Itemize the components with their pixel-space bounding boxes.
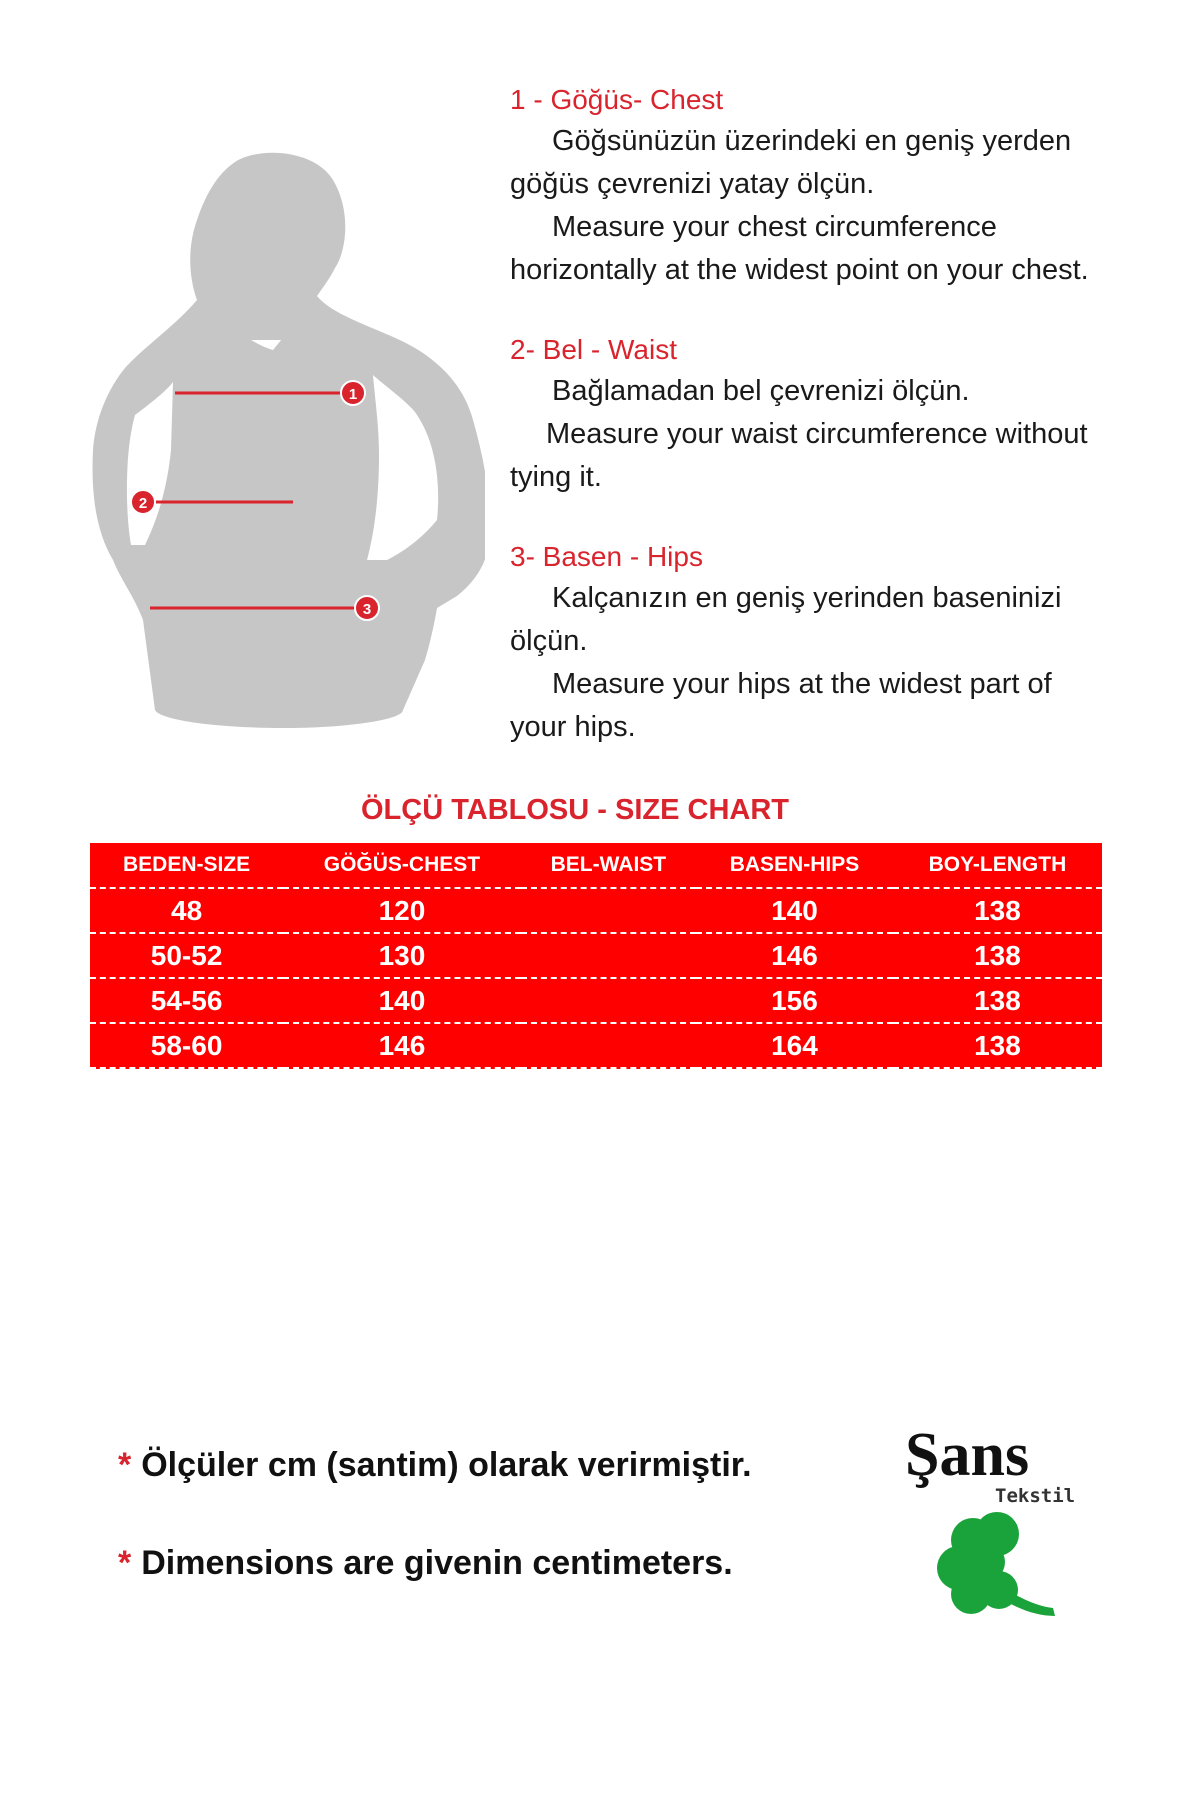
note-english [118,1543,752,1583]
cell-length: 138 [893,978,1102,1023]
marker-1 [341,381,365,405]
chest-title: 1 - Göğüs- Chest [510,84,724,115]
waist-title: 2- Bel - Waist [510,334,677,365]
cell-waist [521,888,696,933]
cell-length: 138 [893,933,1102,978]
waist-en-line-2: tying it. [510,461,602,493]
sans-tekstil-logo [895,1410,1095,1630]
chest-tr-line-1: Göğsünüzün üzerindeki en geniş yerden [552,125,1072,157]
table-row [90,978,1102,1023]
cell-hips: 164 [696,1023,893,1068]
cell-hips: 140 [696,888,893,933]
chest-en-line-1: Measure your chest circumference [552,211,997,243]
asterisk-mark: * [118,1544,132,1582]
cell-waist [521,1023,696,1068]
waist-section [510,330,1170,499]
clover-icon [937,1512,1055,1616]
hips-en-line-1: Measure your hips at the widest part of [552,668,1052,700]
measurement-notes [118,1445,752,1641]
cell-waist [521,978,696,1023]
marker-2 [131,490,155,514]
size-chart-title: ÖLÇÜ TABLOSU - SIZE CHART [361,794,789,826]
hips-en-line-2: your hips. [510,711,636,743]
note-turkish [118,1445,752,1485]
table-row [90,1023,1102,1068]
hips-tr-line-1: Kalçanızın en geniş yerinden baseninizi [552,582,1062,614]
table-row [90,933,1102,978]
measurement-instructions [510,80,1170,787]
note-turkish-text: Ölçüler cm (santim) olarak verirmiştir. [141,1446,752,1484]
cell-chest: 146 [283,1023,520,1068]
logo-graphic [895,1410,1095,1630]
cell-size: 50-52 [90,933,283,978]
cell-length: 138 [893,888,1102,933]
hips-section [510,537,1170,749]
size-chart-header-row [90,843,1102,888]
marker-2-label: 2 [138,495,148,512]
logo-wordmark: Şans [905,1421,1030,1489]
asterisk-mark: * [118,1446,132,1484]
header-hips: BASEN-HIPS [696,843,893,888]
chest-tr-line-2: göğüs çevrenizi yatay ölçün. [510,168,875,200]
cell-length: 138 [893,1023,1102,1068]
cell-size: 58-60 [90,1023,283,1068]
hips-title: 3- Basen - Hips [510,541,703,572]
chest-section [510,80,1170,292]
silhouette-illustration [85,150,485,730]
table-row [90,888,1102,933]
waist-tr-line-1: Bağlamadan bel çevrenizi ölçün. [552,375,970,407]
hips-tr-line-2: ölçün. [510,625,588,657]
cell-chest: 140 [283,978,520,1023]
waist-en-line-1: Measure your waist circumference without [546,418,1088,450]
cell-size: 48 [90,888,283,933]
note-english-text: Dimensions are givenin centimeters. [141,1544,733,1582]
cell-chest: 120 [283,888,520,933]
marker-3-label: 3 [362,601,372,618]
header-waist: BEL-WAIST [521,843,696,888]
size-chart-table [90,843,1102,1069]
body-silhouette-figure [85,150,485,730]
cell-waist [521,933,696,978]
chest-en-line-2: horizontally at the widest point on your chest. [510,254,1089,286]
cell-size: 54-56 [90,978,283,1023]
marker-1-label: 1 [348,386,358,403]
header-chest: GÖĞÜS-CHEST [283,843,520,888]
cell-hips: 146 [696,933,893,978]
cell-hips: 156 [696,978,893,1023]
header-length: BOY-LENGTH [893,843,1102,888]
marker-3 [355,596,379,620]
cell-chest: 130 [283,933,520,978]
header-size: BEDEN-SIZE [90,843,283,888]
logo-subtitle: Tekstil [995,1485,1076,1507]
